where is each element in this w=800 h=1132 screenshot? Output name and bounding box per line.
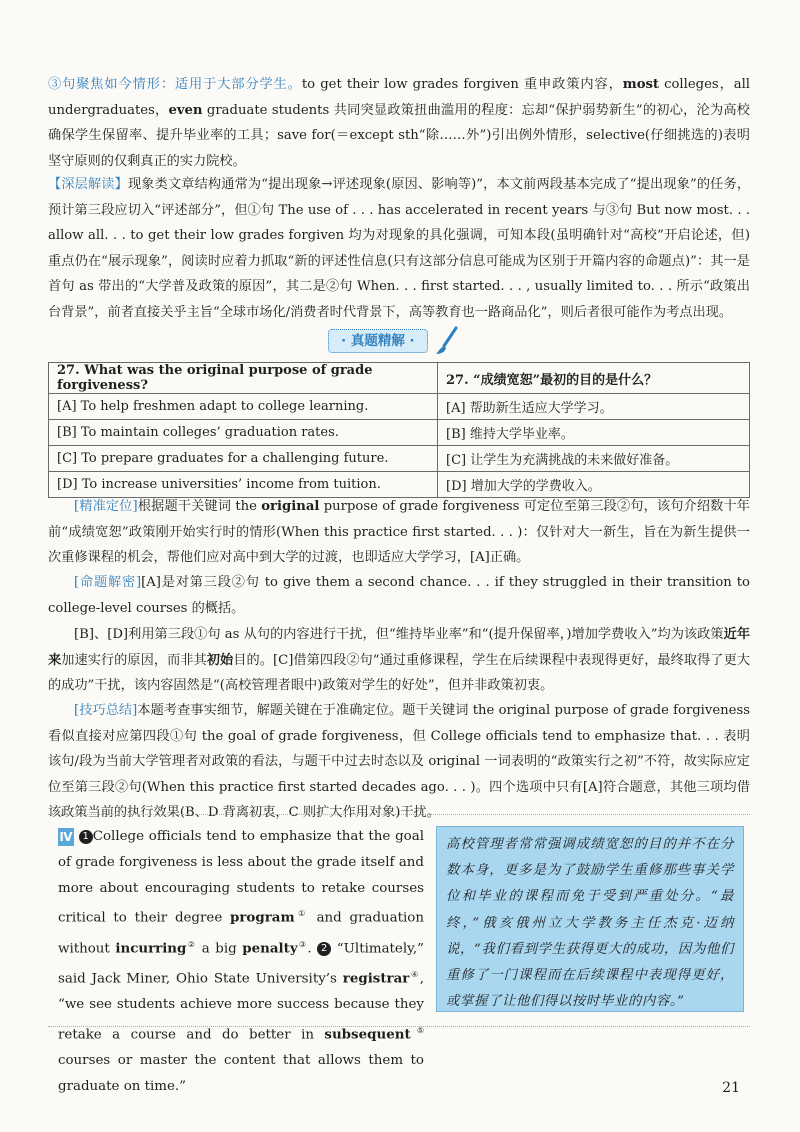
question-table <box>48 362 750 498</box>
deep-interpretation-paragraph: 【深层解读】现象类文章结构通常为“提出现象→评述现象(原因、影响等)”，本文前两段基本完成了“提出现象”的任务，预计第三段应切入“评述部分”，但①句 The use of . . . has accelerated in recent years 与③句 But now most. . . allow all. . . to get their low grades forgiven 均为对现象的具化强调，可知本段(虽明确针对“高校”开启论述，但)重点仍在“展示现象”，阅读时应着力抓取“新的评述性信息(只有这部分信息可能成为区别于开篇内容的命题点)”：其一是首句 as 带出的“大学普及政策的原因”，其二是②句 When. . . first started. . . , usually limited to. . . 所示“政策出台背景”，前者直接关乎主旨“全球市场化/消费者时代背景下，高等教育也一路商品化”，则后者很可能作为考点出现。 <box>48 177 751 320</box>
skill-summary-paragraph: [技巧总结]本题考查事实细节，解题关键在于准确定位。题干关键词 the original purpose of grade forgiveness 看似直接对应第四段①句 the goal of grade forgiveness，但 College officials tend to emphasize that. . . 表明该句/段为当前大学管理者对政策的看法，与题干中过去时态以及 original 一词表明的“政策实行之初”不符，故实际应定位至第三段②句(When this practice first started decades ago. . . )。四个选项中只有[A]符合题意，其他三项均借该政策当前的执行效果(B、D 背离初衷，C 则扩大作用对象)干扰。 <box>48 703 750 820</box>
divider-top <box>48 814 750 815</box>
question-header-row <box>49 363 750 394</box>
page-number: 21 <box>722 1080 740 1096</box>
question-en: 27. What was the original purpose of grade forgiveness? <box>49 363 438 394</box>
passage-paragraph-4: Ⅳ 1 College officials tend to emphasize that the goal of grade forgiveness is less about the grade itself and more about encouraging students to retake courses critical to their degree program① and graduation without incurring② a big penalty③. 2 “Ultimately,” said Jack Miner, Ohio State University’s registrar④, “we see students achieve more success because they retake a course and do better in subsequent⑤ courses or master the content that allows them to graduate on time.” <box>58 829 425 1095</box>
translation-text: 高校管理者常常强调成绩宽恕的目的并不在分数本身，更多是为了鼓励学生重修那些事关学位和毕业的课程而免于受到严重处分。“最终，”俄亥俄州立大学教务主任杰克·迈纳说，“我们看到学生获得更大的成功，因为他们重修了一门课程而在后续课程中表现得更好，或掌握了让他们得以按时毕业的内容。” <box>446 837 734 1010</box>
option-row-b <box>49 420 750 446</box>
option-en: [D] To increase universities’ income from tuition. <box>49 472 438 498</box>
sentence-number-1: 1 <box>79 830 93 844</box>
question-zh: 27. “成绩宽恕”最初的目的是什么？ <box>438 363 750 394</box>
question-decode-paragraph: [命题解密][A]是对第三段②句 to give them a second chance. . . if they struggled in their transition to college-level courses 的概括。 <box>48 575 750 616</box>
question-decode-label: [命题解密] <box>74 575 142 590</box>
analysis-paragraph-1: ③句聚焦如今情形：适用于大部分学生。to get their low grades forgiven 重申政策内容，most colleges，all undergraduates，even graduate students 共同突显政策扭曲滥用的程度：忘却“保护弱势新生”的初心，沦为高校确保学生保留率、提升毕业率的工具；save for(＝except sth“除……外”)引出例外情形，selective(仔细挑选的)表明坚守原则的仅剩真正的实力院校。 <box>48 77 751 169</box>
option-zh: [B] 维持大学毕业率。 <box>438 420 750 446</box>
option-row-c <box>49 446 750 472</box>
option-zh: [A] 帮助新生适应大学学习。 <box>438 394 750 420</box>
precise-location-paragraph: [精准定位]根据题干关键词 the original purpose of grade forgiveness 可定位至第三段②句，该句介绍数十年前“成绩宽恕”政策刚开始实行时的情形(When this practice first started. . . )：仅针对大一新生，旨在为新生提供一次重修课程的机会，帮他们应对高中到大学的过渡，也即适应大学学习，[A]正确。 <box>48 499 750 565</box>
option-zh: [D] 增加大学的学费收入。 <box>438 472 750 498</box>
vocab-word: program <box>230 909 295 926</box>
option-en: [A] To help freshmen adapt to college learning. <box>49 394 438 420</box>
vocab-word: incurring <box>115 940 187 957</box>
sentence-focus-label: ③句聚焦如今情形：适用于大部分学生。 <box>48 77 302 92</box>
skill-summary-label: [技巧总结] <box>74 703 138 718</box>
vocab-word: penalty <box>242 940 298 957</box>
precise-location-label: [精准定位] <box>74 499 138 514</box>
option-en: [C] To prepare graduates for a challenging future. <box>49 446 438 472</box>
sentence-number-2: 2 <box>317 942 331 956</box>
vocab-word: registrar <box>342 970 410 987</box>
section-title: · 真题精解 · <box>328 329 428 353</box>
option-zh: [C] 让学生为充满挑战的未来做好准备。 <box>438 446 750 472</box>
section-header <box>0 326 800 356</box>
option-row-a <box>49 394 750 420</box>
divider-bottom <box>48 1026 750 1027</box>
vocab-word: subsequent <box>324 1026 411 1043</box>
brush-icon <box>434 326 460 356</box>
distractor-analysis-paragraph: [B]、[D]利用第三段①句 as 从句的内容进行干扰，但“维持毕业率”和“(提升保留率，)增加学费收入”均为该政策近年来加速实行的原因，而非其初始目的。[C]借第四段②句“通过重修课程，学生在后续课程中表现得更好，最终取得了更大的成功”干扰，该内容固然是“(高校管理者眼中)政策对学生的好处”，但并非政策初衷。 <box>48 627 751 693</box>
option-en: [B] To maintain colleges’ graduation rates. <box>49 420 438 446</box>
deep-interpretation-label: 【深层解读】 <box>48 177 128 192</box>
paragraph-number-badge: Ⅳ <box>59 829 73 844</box>
